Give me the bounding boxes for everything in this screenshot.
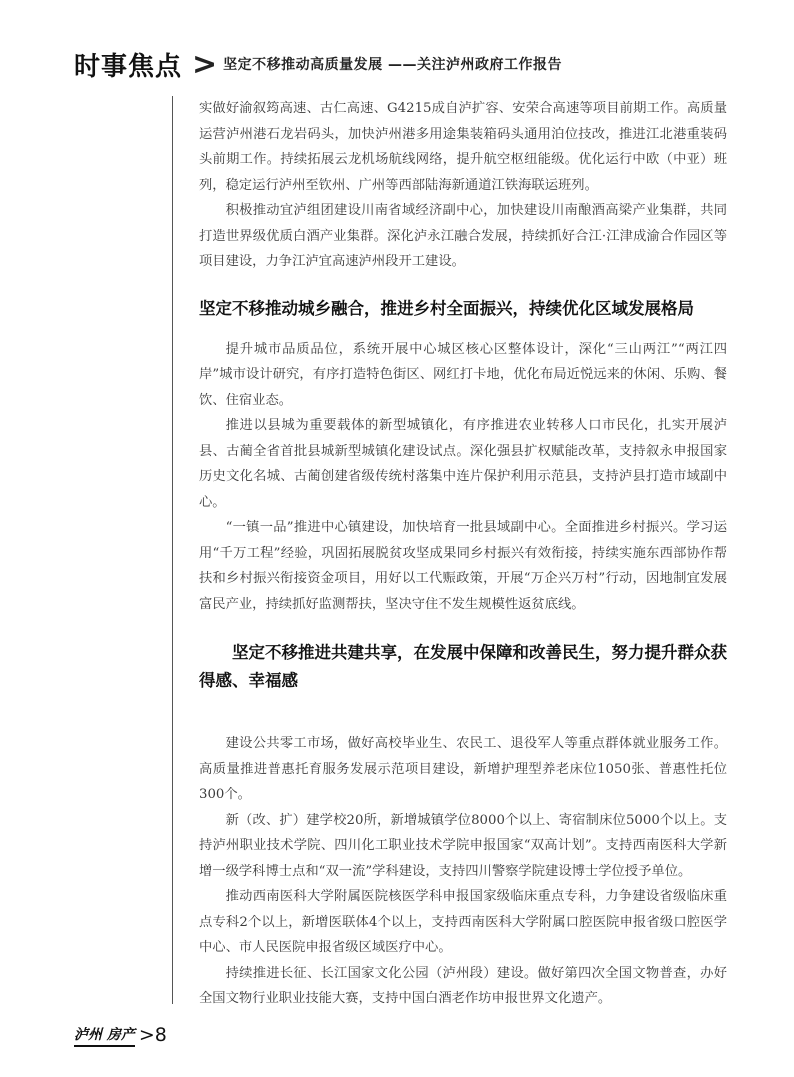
paragraph: 新（改、扩）建学校20所，新增城镇学位8000个以上、寄宿制床位5000个以上。支持泸州职业技术学院、四川化工职业技术学院申报国家“双高计划”。支持西南医科大学新增一级学科博士点和“双一流”学科建设，支持四川警察学院建设博士学位授予单位。 <box>199 812 727 879</box>
article-body <box>199 96 727 1012</box>
section-heading: 坚定不移推动城乡融合，推进乡村全面振兴，持续优化区域发展格局 <box>199 298 694 318</box>
magazine-logo: 泸州 房产 <box>74 1024 135 1047</box>
paragraph: 建设公共零工市场，做好高校毕业生、农民工、退役军人等重点群体就业服务工作。高质量推进普惠托育服务发展示范项目建设，新增护理型养老床位1050张、普惠性托位300个。 <box>199 736 727 802</box>
column-subtitle: 坚定不移推动高质量发展 ——关注泸州政府工作报告 <box>223 57 563 73</box>
page-number: >8 <box>138 1024 167 1046</box>
paragraph: 积极推动宜泸组团建设川南省域经济副中心，加快建设川南酿酒高梁产业集群，共同打造世界级优质白酒产业集群。深化泸永江融合发展，持续抓好合江·江津成渝合作园区等项目建设，力争江泸宜高速泸州段开工建设。 <box>199 203 727 269</box>
page-header <box>74 44 774 84</box>
chevron-right-icon: > <box>192 46 218 82</box>
paragraph: 推动西南医科大学附属医院核医学科申报国家级临床重点专科，力争建设省级临床重点专科2个以上，新增医联体4个以上，支持西南医科大学附属口腔医院申报省级口腔医学中心、市人民医院申报省级区域医疗中心。 <box>199 889 727 955</box>
paragraph: 提升城市品质品位，系统开展中心城区核心区整体设计，深化“三山两江”“两江四岸”城市设计研究，有序打造特色街区、网红打卡地，优化布局近悦远来的休闲、乐购、餐饮、住宿业态。 <box>199 341 727 408</box>
section-heading: 坚定不移推进共建共享，在发展中保障和改善民生，努力提升群众获得感、幸福感 <box>199 643 727 690</box>
page-footer <box>74 1020 167 1050</box>
paragraph: “一镇一品”推进中心镇建设，加快培育一批县域副中心。全面推进乡村振兴。学习运用“千万工程”经验，巩固拓展脱贫攻坚成果同乡村振兴有效衔接，持续实施东西部协作帮扶和乡村振兴衔接资金项目，用好以工代赈政策，开展“万企兴万村”行动，因地制宜发展富民产业，持续抓好监测帮扶，坚决守住不发生规模性返贫底线。 <box>199 520 727 612</box>
column-title: 时事焦点 <box>74 51 183 82</box>
paragraph: 实做好渝叙筠高速、古仁高速、G4215成自泸扩容、安荣合高速等项目前期工作。高质量运营泸州港石龙岩码头，加快泸州港多用途集装箱码头通用泊位技改，推进江北港重装码头前期工作。持续拓展云龙机场航线网络，提升航空枢纽能级。优化运行中欧（中亚）班列，稳定运行泸州至钦州、广州等西部陆海新通道江铁海联运班列。 <box>199 101 727 193</box>
left-divider-line <box>172 96 173 1004</box>
paragraph: 持续推进长征、长江国家文化公园（泸州段）建设。做好第四次全国文物普查，办好全国文物行业职业技能大赛，支持中国白酒老作坊申报世界文化遗产。 <box>199 965 727 1006</box>
paragraph: 推进以县城为重要载体的新型城镇化，有序推进农业转移人口市民化，扎实开展泸县、古蔺全省首批县城新型城镇化建设试点。深化强县扩权赋能改革，支持叙永申报国家历史文化名城、古蔺创建省级传统村落集中连片保护利用示范县，支持泸县打造市域副中心。 <box>199 418 727 510</box>
